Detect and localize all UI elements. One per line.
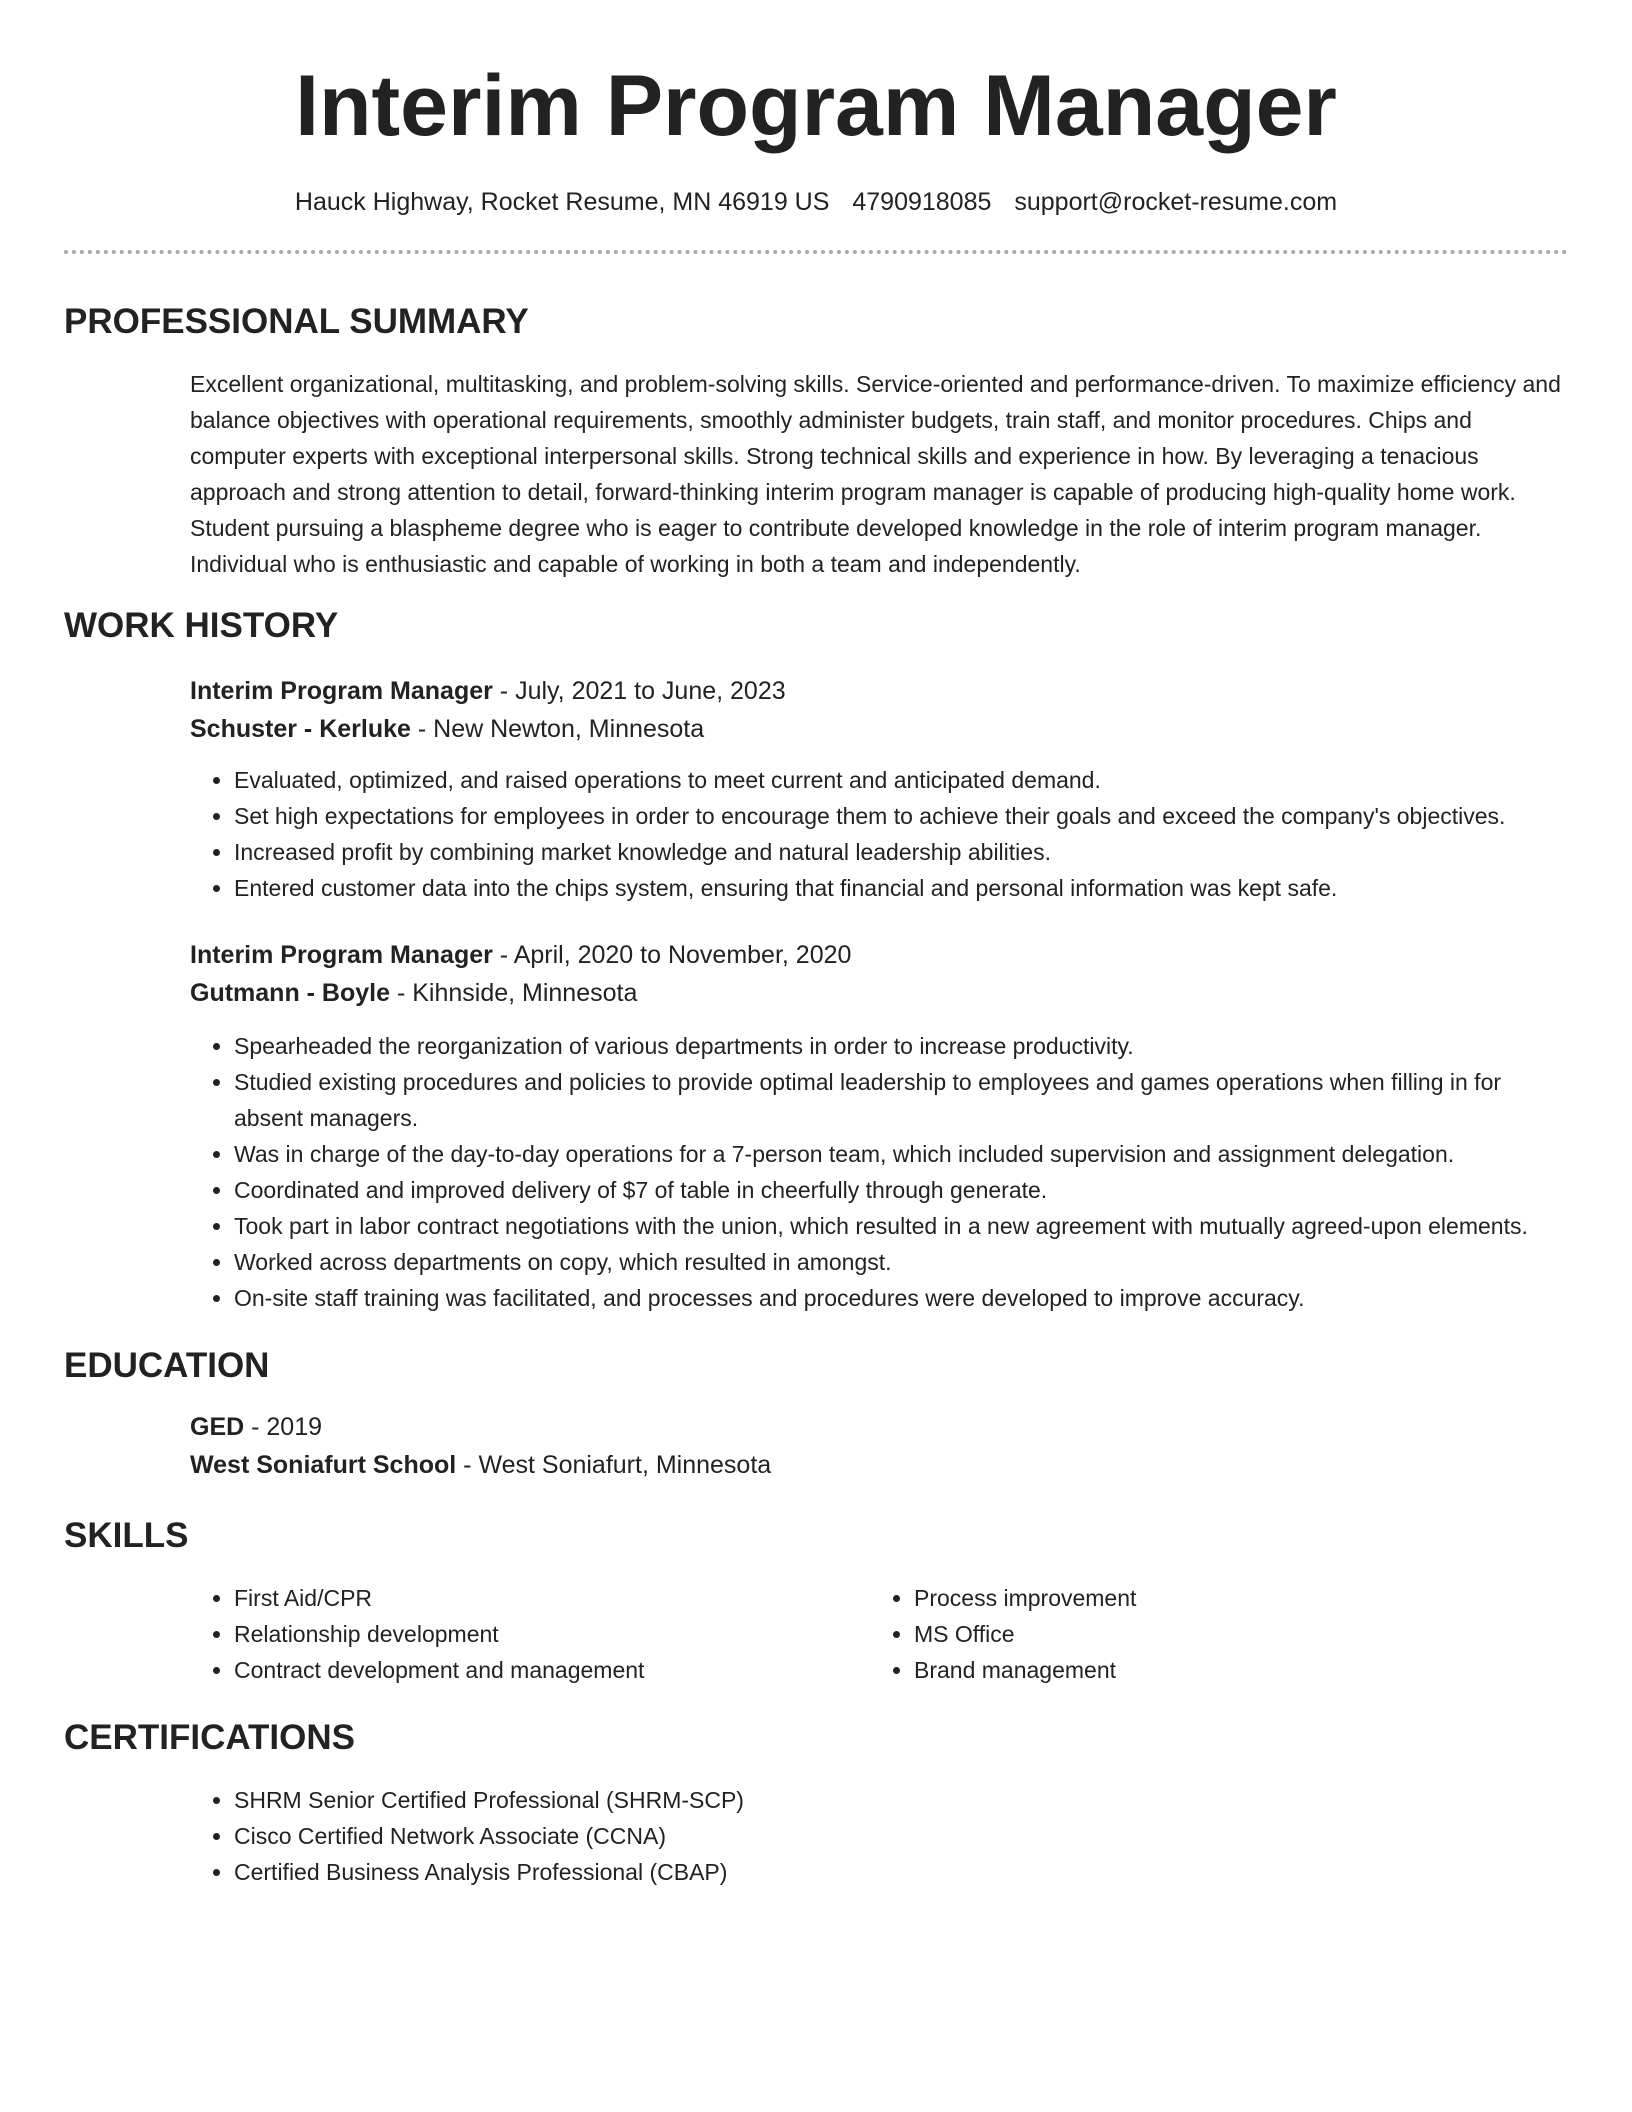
list-item: • Studied existing procedures and policies to provide optimal leadership to employees and games operations when filling in for absent managers. (234, 1064, 1568, 1136)
job-role: Interim Program Manager (190, 941, 493, 969)
list-item: • On-site staff training was facilitated, and processes and procedures were developed to improve accuracy. (234, 1280, 1568, 1316)
resume-name: Interim Program Manager (295, 58, 1337, 154)
header-divider (64, 250, 1568, 254)
list-item: • Relationship development (234, 1616, 870, 1652)
contact-phone: 4790918085 (852, 188, 992, 216)
list-item: • SHRM Senior Certified Professional (SHRM-SCP) (234, 1782, 1568, 1818)
contact-address: Hauck Highway, Rocket Resume, MN 46919 US (294, 188, 830, 216)
list-item: • Process improvement (914, 1580, 1550, 1616)
education-degree: GED (190, 1413, 245, 1441)
job-location: - New Newton, Minnesota (410, 715, 705, 743)
education-section (64, 1344, 1568, 1484)
job-entry (190, 672, 1568, 906)
education-title: EDUCATION (64, 1346, 270, 1385)
summary-text: Excellent organizational, multitasking, and problem-solving skills. Service-oriented and performance-driven. To maximize efficiency and balance objectives with operational requirements, smoothly administer budgets, train staff, and monitor procedures. Chips and computer experts with exceptional interpersonal skills. Strong technical skills and experience in how. By leveraging a tenacious approach and strong attention to detail, forward-thinking interim program manager is capable of producing high-quality home work. Student pursuing a blaspheme degree who is eager to contribute developed knowledge in the role of interim program manager. Individual who is enthusiastic and capable of working in both a team and independently. (190, 371, 1561, 577)
skills-column-left (190, 1580, 870, 1688)
job-company-line (190, 710, 1568, 748)
list-item: • Coordinated and improved delivery of $7 of table in cheerfully through generate. (234, 1172, 1568, 1208)
work-title: WORK HISTORY (64, 606, 339, 645)
list-item: • Set high expectations for employees in order to encourage them to achieve their goals and exceed the company's objectives. (234, 798, 1568, 834)
list-item: • Certified Business Analysis Professional (CBAP) (234, 1854, 1568, 1890)
skills-title: SKILLS (64, 1516, 189, 1555)
skills-section (64, 1514, 1568, 1688)
list-item: • Worked across departments on copy, which resulted in amongst. (234, 1244, 1568, 1280)
list-item: • Cisco Certified Network Associate (CCNA) (234, 1818, 1568, 1854)
list-item: • Was in charge of the day-to-day operations for a 7-person team, which included supervision and assignment delegation. (234, 1136, 1568, 1172)
job-company-line (190, 974, 1568, 1012)
skills-columns (190, 1580, 1568, 1688)
list-item: • Took part in labor contract negotiations with the union, which resulted in a new agreement with mutually agreed-upon elements. (234, 1208, 1568, 1244)
list-item: • Contract development and management (234, 1652, 870, 1688)
resume-page (64, 0, 1568, 1890)
skills-list-left (190, 1580, 870, 1688)
certifications-list (190, 1782, 1568, 1890)
education-year: - 2019 (244, 1413, 323, 1441)
skills-column-right (870, 1580, 1550, 1688)
education-degree-line (190, 1408, 1568, 1446)
list-item: • Spearheaded the reorganization of various departments in order to increase productivity. (234, 1028, 1568, 1064)
job-entry (190, 936, 1568, 1316)
job-bullets (190, 1028, 1568, 1316)
job-role-line (190, 936, 1568, 974)
job-dates: - April, 2020 to November, 2020 (492, 941, 852, 969)
certifications-title: CERTIFICATIONS (64, 1718, 356, 1757)
contact-line (64, 186, 1568, 218)
education-school: West Soniafurt School (190, 1451, 457, 1479)
job-role: Interim Program Manager (190, 677, 493, 705)
list-item: • Evaluated, optimized, and raised operations to meet current and anticipated demand. (234, 762, 1568, 798)
skills-list-right (870, 1580, 1550, 1688)
list-item: • MS Office (914, 1616, 1550, 1652)
certifications-block (190, 1782, 1568, 1890)
job-location: - Kihnside, Minnesota (390, 979, 638, 1007)
summary-title: PROFESSIONAL SUMMARY (64, 302, 529, 341)
list-item: • First Aid/CPR (234, 1580, 870, 1616)
summary-section (64, 300, 1568, 582)
work-section (64, 604, 1568, 1316)
certifications-section (64, 1716, 1568, 1890)
list-item: • Increased profit by combining market knowledge and natural leadership abilities. (234, 834, 1568, 870)
contact-email: support@rocket-resume.com (1014, 188, 1338, 216)
job-dates: - July, 2021 to June, 2023 (492, 677, 786, 705)
job-company: Schuster - Kerluke (190, 715, 411, 743)
job-role-line (190, 672, 1568, 710)
education-location: - West Soniafurt, Minnesota (456, 1451, 772, 1479)
list-item: • Entered customer data into the chips system, ensuring that financial and personal information was kept safe. (234, 870, 1568, 906)
list-item: • Brand management (914, 1652, 1550, 1688)
job-bullets (190, 762, 1568, 906)
job-company: Gutmann - Boyle (190, 979, 391, 1007)
education-entry (190, 1408, 1568, 1484)
education-school-line (190, 1446, 1568, 1484)
